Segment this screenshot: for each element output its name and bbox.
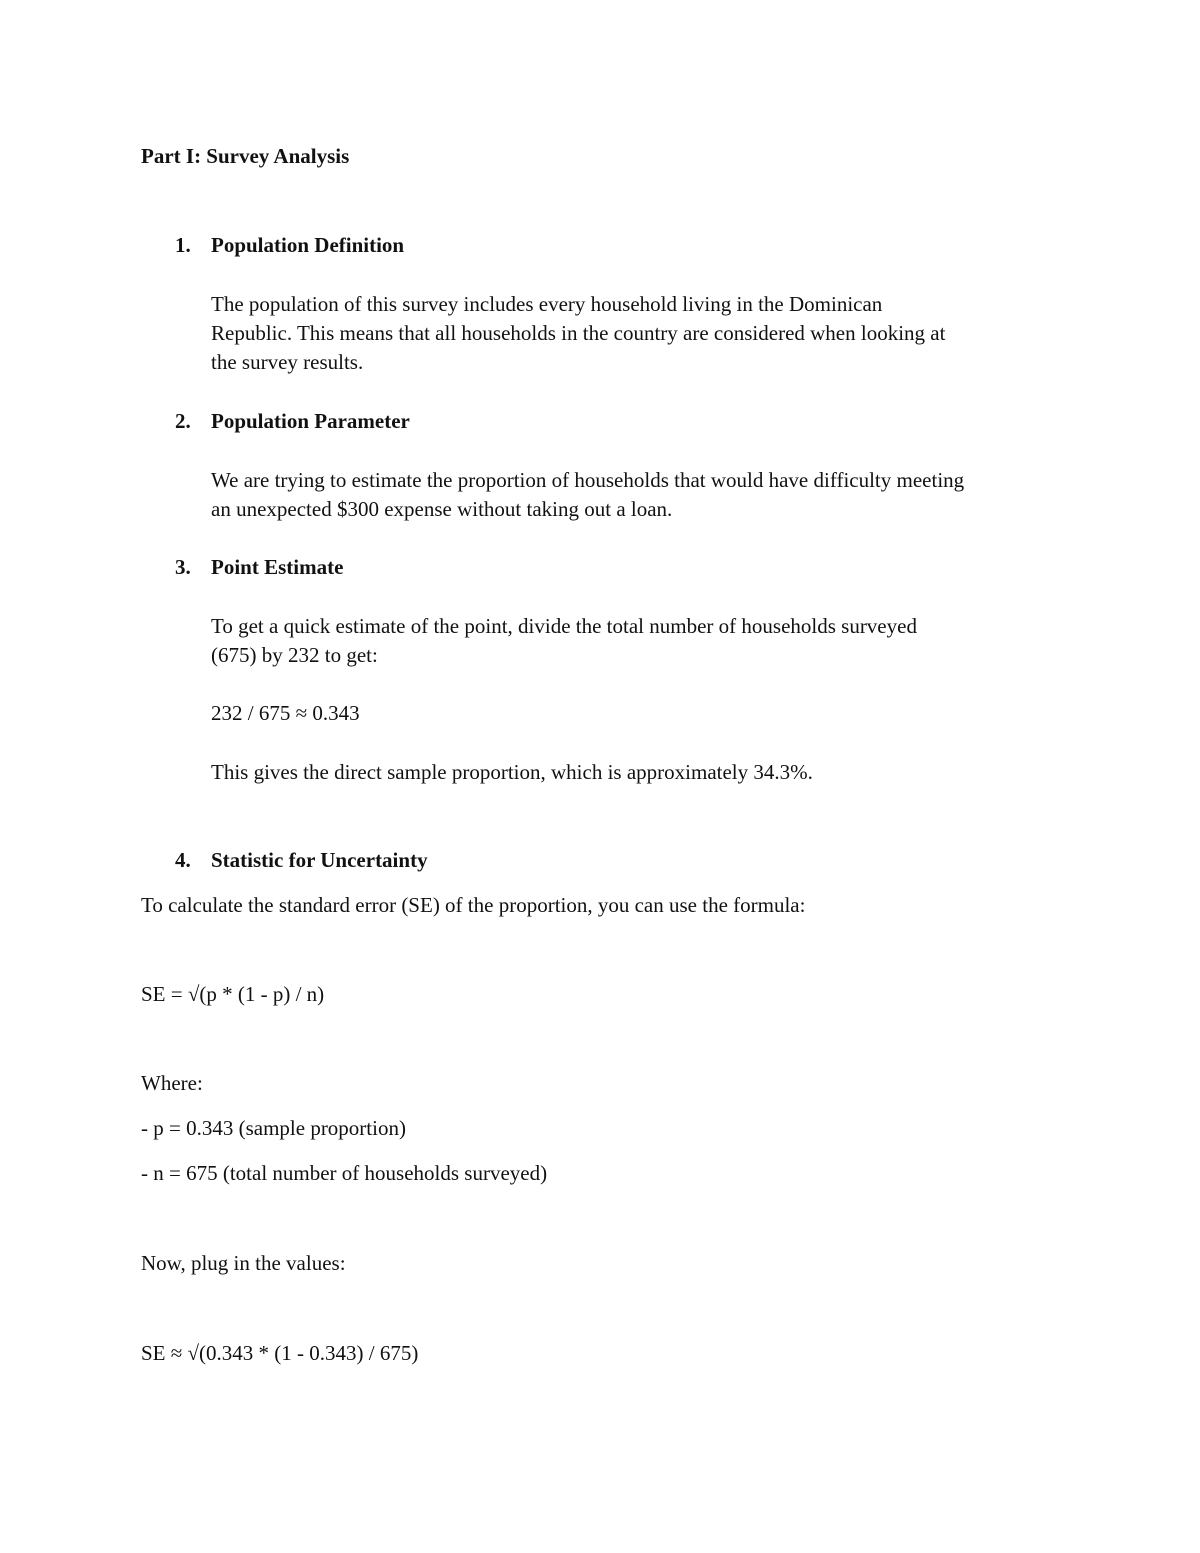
point-estimate-conclusion: This gives the direct sample proportion, which is approximately 34.3%. xyxy=(211,760,813,784)
se-formula: SE = √(p * (1 - p) / n) xyxy=(141,982,325,1006)
section-3-line-1: To get a quick estimate of the point, divide the total number of households surveyed xyxy=(211,614,917,638)
se-substituted: SE ≈ √(0.343 * (1 - 0.343) / 675) xyxy=(141,1341,419,1365)
section-1-line-1: The population of this survey includes every household living in the Dominican xyxy=(211,292,883,316)
point-estimate-calc: 232 / 675 ≈ 0.343 xyxy=(211,701,360,725)
section-1-line-2: Republic. This means that all households in the country are considered when looking at xyxy=(211,321,946,345)
se-intro: To calculate the standard error (SE) of the proportion, you can use the formula: xyxy=(141,893,806,917)
section-2-line-1: We are trying to estimate the proportion of households that would have difficulty meeting xyxy=(211,468,965,492)
section-1-line-3: the survey results. xyxy=(211,350,364,374)
section-4-number: 4. xyxy=(175,848,191,872)
where-item-p: - p = 0.343 (sample proportion) xyxy=(141,1116,406,1140)
where-item-n: - n = 675 (total number of households surveyed) xyxy=(141,1161,548,1185)
plug-in-label: Now, plug in the values: xyxy=(141,1251,346,1275)
part-title: Part I: Survey Analysis xyxy=(141,144,350,168)
section-1-heading: Population Definition xyxy=(211,233,405,257)
section-3-number: 3. xyxy=(175,555,191,579)
section-4-heading: Statistic for Uncertainty xyxy=(211,848,428,872)
section-2-number: 2. xyxy=(175,409,191,433)
section-3-heading: Point Estimate xyxy=(211,555,344,579)
section-2-heading: Population Parameter xyxy=(211,409,410,433)
section-1-number: 1. xyxy=(175,233,191,257)
section-3-line-2: (675) by 232 to get: xyxy=(211,643,378,667)
section-2-line-2: an unexpected $300 expense without taking out a loan. xyxy=(211,497,673,521)
where-label: Where: xyxy=(141,1071,203,1095)
